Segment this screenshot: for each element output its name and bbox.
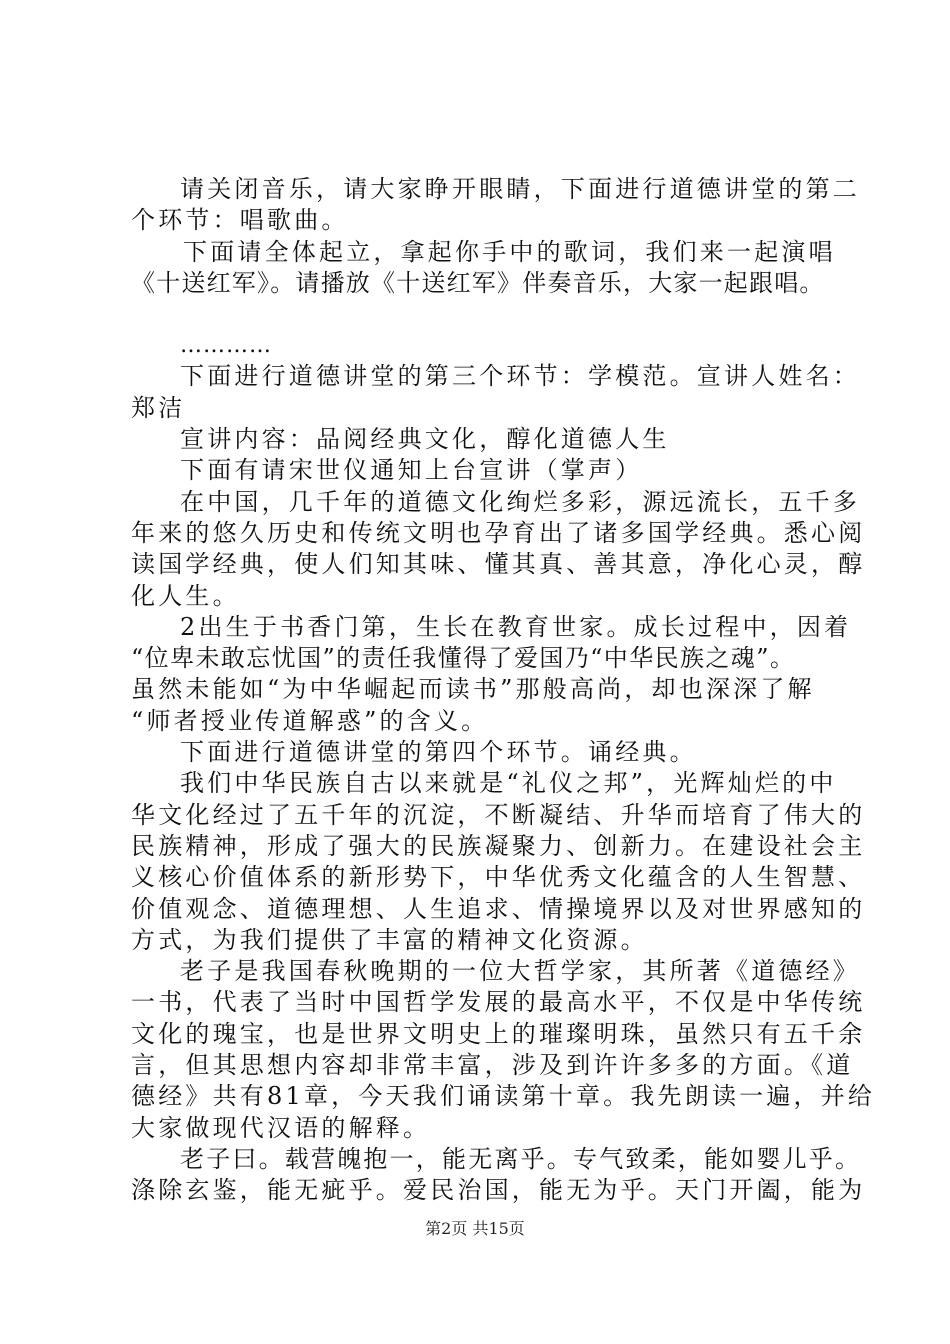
text-line: 民族精神，形成了强大的民族凝聚力、创新力。在建设社会主 xyxy=(131,831,866,860)
text-line: 方式，为我们提供了丰富的精神文化资源。 xyxy=(131,925,648,954)
text-line: 化人生。 xyxy=(131,581,240,610)
text-line: “师者授业传道解惑”的含义。 xyxy=(131,706,489,735)
text-line: 宣讲内容：品阅经典文化，醇化道德人生 xyxy=(180,425,670,454)
text-line: 一书，代表了当时中国哲学发展的最高水平，不仅是中华传统 xyxy=(131,988,866,1017)
text-line: 大家做现代汉语的解释。 xyxy=(131,1113,431,1142)
text-line: 个环节：唱歌曲。 xyxy=(131,206,349,235)
text-line: 义核心价值体系的新形势下，中华优秀文化蕴含的人生智慧、 xyxy=(131,863,866,892)
text-line: 涤除玄鉴，能无疵乎。爱民治国，能无为乎。天门开阖，能为 xyxy=(131,1176,866,1205)
text-line: 下面进行道德讲堂的第四个环节。诵经典。 xyxy=(180,738,697,767)
document-body xyxy=(131,174,876,1207)
text-line: 下面进行道德讲堂的第三个环节：学模范。宣讲人姓名： xyxy=(180,362,860,391)
text-line: 虽然未能如“为中华崛起而读书”那般高尚，却也深深了解 xyxy=(131,675,815,704)
text-line: 老子曰。载营魄抱一，能无离乎。专气致柔，能如婴儿乎。 xyxy=(180,1144,862,1173)
text-line: 2出生于书香门第，生长在教育世家。成长过程中，因着 xyxy=(180,612,852,641)
text-line: 在中国，几千年的道德文化绚烂多彩，源远流长，五千多 xyxy=(180,487,860,516)
text-line: 价值观念、道德理想、人生追求、情操境界以及对世界感知的 xyxy=(131,894,866,923)
text-line: 下面请全体起立，拿起你手中的歌词，我们来一起演唱 xyxy=(183,237,836,266)
text-line: 下面有请宋世仪通知上台宣讲（掌声） xyxy=(180,456,643,485)
blank-line xyxy=(131,299,849,330)
ellipsis-line: ………… xyxy=(180,333,272,359)
page-footer: 第2页 共15页 xyxy=(425,1219,525,1238)
text-line: 请关闭音乐，请大家睁开眼睛，下面进行道德讲堂的第二 xyxy=(180,175,860,203)
text-line: 老子是我国春秋晚期的一位大哲学家，其所著《道德经》 xyxy=(180,957,860,986)
text-line: 我们中华民族自古以来就是“礼仪之邦”，光辉灿烂的中 xyxy=(180,769,837,798)
text-line: 文化的瑰宝，也是世界文明史上的璀璨明珠，虽然只有五千余 xyxy=(131,1019,866,1048)
text-line: 德经》共有81章，今天我们诵读第十章。我先朗读一遍，并给 xyxy=(131,1082,876,1111)
text-line: 年来的悠久历史和传统文明也孕育出了诸多国学经典。悉心阅 xyxy=(131,518,866,547)
text-line: “位卑未敢忘忧国”的责任我懂得了爱国乃“中华民族之魂”。 xyxy=(131,644,796,673)
text-line: 郑洁 xyxy=(131,393,186,422)
text-line: 《十送红军》。请播放《十送红军》伴奏音乐，大家一起跟唱。 xyxy=(131,268,825,297)
text-line: 华文化经过了五千年的沉淀，不断凝结、升华而培育了伟大的 xyxy=(131,800,866,829)
text-line: 读国学经典，使人们知其味、懂其真、善其意，净化心灵，醇 xyxy=(131,550,866,579)
text-line: 言，但其思想内容却非常丰富，涉及到许许多多的方面。《道 xyxy=(131,1051,854,1080)
